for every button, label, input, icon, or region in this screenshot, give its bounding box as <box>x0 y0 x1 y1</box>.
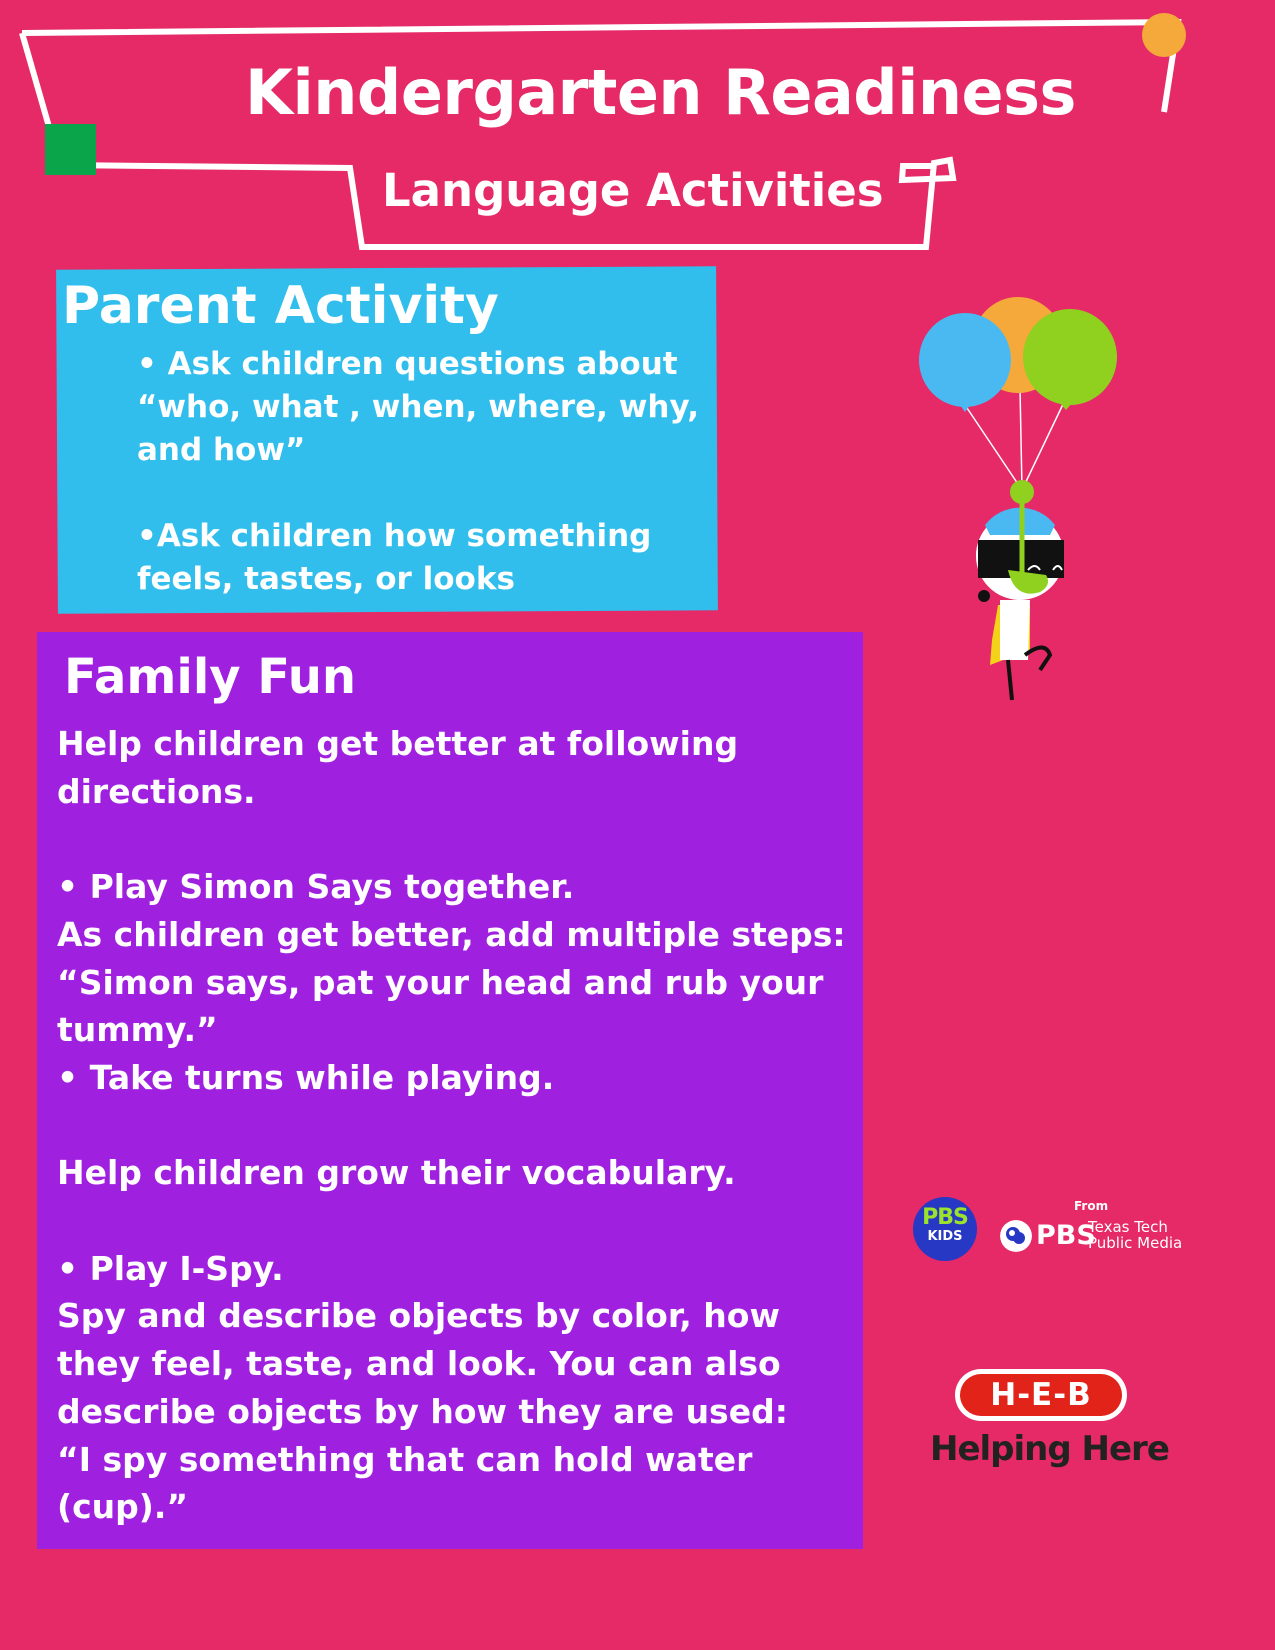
station-name <box>1088 1219 1182 1251</box>
green-square <box>45 124 96 175</box>
family-fun-heading: Family Fun <box>64 649 357 705</box>
family-line: tummy.” <box>57 1010 218 1050</box>
orange-dot <box>1142 13 1186 57</box>
family-line: directions. <box>57 771 256 811</box>
parent-activity-text <box>137 343 707 601</box>
family-line: “Simon says, pat your head and rub your <box>57 962 824 1002</box>
pbs-kids-character <box>976 480 1064 700</box>
station-name-line1: Texas Tech <box>1088 1218 1168 1236</box>
family-line: describe objects by how they are used: <box>57 1391 788 1431</box>
parent-activity-heading: Parent Activity <box>62 276 499 336</box>
family-line: • Play Simon Says together. <box>57 867 575 907</box>
parent-line: “who, what , when, where, why, <box>137 389 700 425</box>
pbs-head-icon <box>1000 1220 1032 1252</box>
family-line-spacer <box>57 1197 857 1245</box>
family-line: Help children grow their vocabulary. <box>57 1153 736 1193</box>
family-line: Help children get better at following <box>57 724 739 763</box>
page-subtitle: Language Activities <box>382 164 884 217</box>
parent-line: and how” <box>137 432 306 468</box>
heb-logo <box>955 1369 1127 1421</box>
family-line: Spy and describe objects by color, how <box>57 1296 780 1336</box>
family-line: • Play I-Spy. <box>57 1248 284 1288</box>
from-label: From <box>1074 1199 1109 1213</box>
family-line: • Take turns while playing. <box>57 1057 555 1097</box>
pbs-kids-logo <box>913 1197 977 1261</box>
parent-line: •Ask children how something <box>137 518 652 554</box>
pbs-kids-logo-line2: KIDS <box>927 1229 963 1244</box>
page-title: Kindergarten Readiness <box>245 56 1076 129</box>
parent-line: • Ask children questions about <box>137 346 678 382</box>
family-line: “I spy something that can hold water <box>57 1439 753 1479</box>
family-fun-text <box>57 720 857 1531</box>
family-line: they feel, taste, and look. You can also <box>57 1344 781 1384</box>
family-line: As children get better, add multiple steps: <box>57 914 846 954</box>
heb-tagline: Helping Here <box>930 1429 1169 1469</box>
family-line-spacer <box>57 815 857 863</box>
station-name-line2: Public Media <box>1088 1234 1183 1252</box>
pbs-wordmark: PBS <box>1036 1220 1096 1251</box>
family-line-spacer <box>57 1102 857 1150</box>
heb-logo-text: H-E-B <box>960 1374 1122 1416</box>
balloons <box>919 297 1117 490</box>
parent-line-spacer <box>137 472 707 515</box>
pbs-kids-logo-line1: PBS <box>922 1205 968 1230</box>
parent-line: feels, tastes, or looks <box>137 561 515 597</box>
family-line: (cup).” <box>57 1487 189 1527</box>
